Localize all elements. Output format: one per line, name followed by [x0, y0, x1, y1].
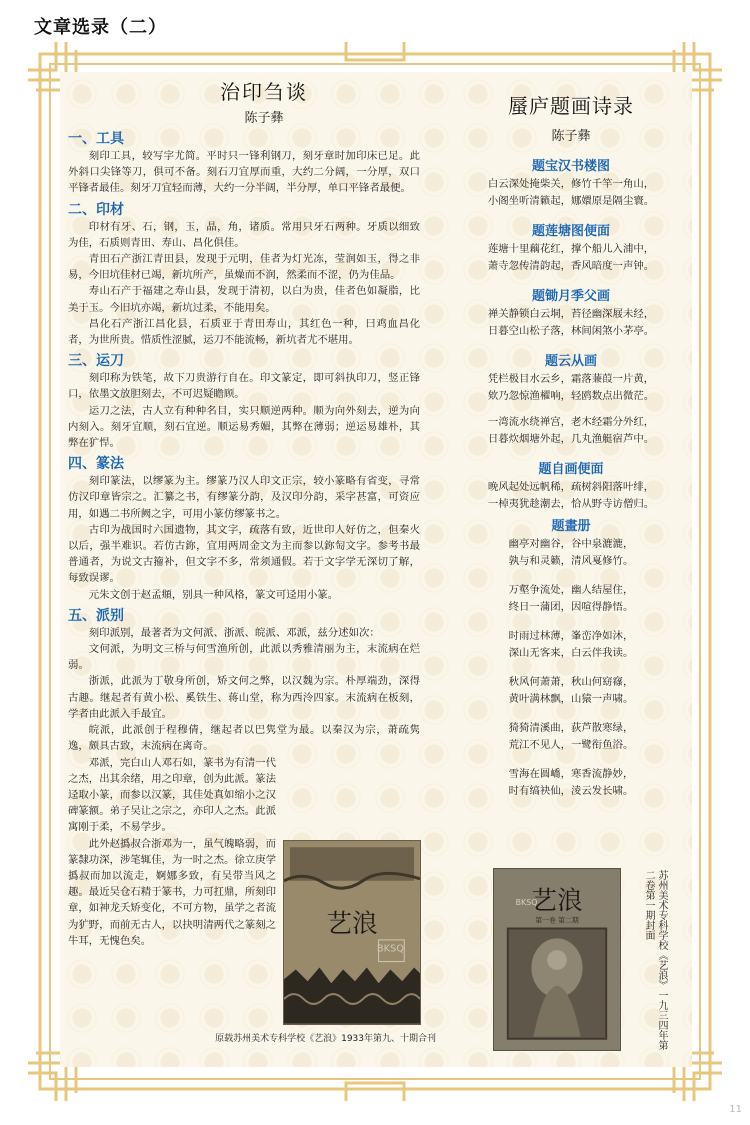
- cover-title-text: 艺浪: [326, 909, 378, 940]
- poem-line: 荒江不见人，一鹭衔鱼浴。: [508, 738, 634, 751]
- article-author: 陈子彝: [244, 111, 284, 126]
- poem-title: 题自画便面: [538, 462, 604, 477]
- paragraph: 刻印工具，较写字尤简。平时只一锋利钢刀，刻牙章时加印床已足。此外斜口尖锋等刀，俱可不备。刻石刀宜厚而重，大约二分阔，一分厚，双口平锋者最佳。刻牙刀宜轻而薄，大约一分半阔，半分厚，单口平锋者最便。: [68, 150, 420, 195]
- paragraph: 印材有牙、石，钢，玉，晶，角，诸质。常用只牙石两种。牙质以细致为佳，石质则青田、寿山、昌化俱佳。: [68, 220, 420, 249]
- paragraph: 皖派，此派创于程穆倩，继起者以巴隽堂为最。以秦汉为宗，萧疏隽逸，颇具古致，末流病在离奇。: [68, 724, 420, 753]
- poem-line: 时雨过林薄，峯峦净如沐，: [508, 630, 634, 642]
- image-caption-vertical: 苏州美术专科学校《艺浪》一九三四年第二卷第一期封面: [643, 870, 667, 1050]
- paragraph: 寿山石产于福建之寿山县，发现于清初，以白为贵，佳者色如凝脂，比美于玉。今旧坑亦竭，新坑过柔，不能用矣。: [68, 285, 420, 314]
- poem-title: 题云从画: [544, 354, 597, 369]
- poem-line: 一棹夷犹趁潮去，恰从野寺访僧归。: [487, 497, 655, 510]
- poem-line: 凭栏极目水云乡，霜落蒹葭一片黄，: [487, 373, 655, 385]
- paragraph: 刻印称为铁笔，故下刀贵游行自在。印文篆定，即可斜执印刀，竖正锋口，依墨文放胆刻去，不可迟疑瞻顾。: [68, 372, 420, 401]
- poem-title: 题畫册: [551, 519, 591, 534]
- section-heading-seal-script: 四、篆法: [68, 456, 124, 473]
- poem-line: 白云深处掩柴关，修竹千竿一角山，: [487, 178, 655, 190]
- poem-line: 万壑争流处，幽人结屋住，: [508, 584, 634, 596]
- poem-line: 孰与和灵籁，清风戛修竹。: [508, 554, 634, 567]
- poem-title: 题莲塘图便面: [531, 224, 610, 239]
- cover-issue-text: 第一卷 第二期: [535, 916, 579, 925]
- cover-badge-text: BKSQ: [376, 943, 405, 955]
- poem-line: 终日一蒲团，因喧得静悟。: [508, 600, 634, 613]
- poem-line: 晚风起处远帆稀，疏树斜阳落叶绯，: [487, 481, 655, 493]
- poem-title: 题锄月季父画: [531, 289, 610, 304]
- paragraph: 刻印篆法，以缪篆为主。缪篆乃汉人印文正宗，较小篆略有省变，寻常仿汉印章皆宗之。汇纂之书，有缪篆分韵，及汉印分韵，采字甚富，可资应用，如遇二书所阙之字，可用小篆仿缪篆书之。: [68, 475, 420, 520]
- poem-line: 莲塘十里藕花红，撑个船儿入浦中，: [487, 243, 655, 255]
- article-column: [68, 76, 420, 949]
- poem-line: 禅关静锁白云垌，苔径幽深屐未经，: [487, 308, 655, 320]
- section-heading-materials: 二、印材: [68, 201, 124, 218]
- paragraph: 古印为战国时六国遗物，其文字，疏落有致，近世印人好仿之，但秦火以后，强半难识。若仿古鉨，宜用两周金文为主而参以鉨匋文字。参考书最普通者，为说文古籀补，但文字不多，常须通假。若于文字学无深切了解，每致误谬。: [68, 523, 420, 585]
- image-caption: 原载苏州美术专科学校《艺浪》1933年第九、十期合刊: [215, 1034, 436, 1044]
- poem-line: 日暮空山松子落，林间闲煞小茅亭。: [487, 324, 655, 337]
- paragraph: 刻印派别，最著者为文何派、浙派、皖派、邓派，兹分述如次：: [88, 626, 380, 639]
- cover-title-text: 艺浪: [531, 885, 583, 916]
- section-heading-knife: 三、运刀: [68, 353, 124, 370]
- poems-author: 陈子彝: [551, 129, 591, 144]
- paragraph: 青田石产浙江青田县，发现于元明，佳者为灯光冻，莹润如玉，得之非易，今旧坑佳材已竭，新坑所产，虽燥而不润，然柔而不涩，仍为佳品。: [68, 253, 420, 282]
- poem-line: 时有缟袂仙，淩云发长啸。: [508, 784, 634, 797]
- page-number: 11: [729, 1104, 742, 1115]
- paragraph: 运刀之法，古人立有种种名目，实只顺逆两种。顺为向外刻去，逆为向内刻入。刻牙宜顺，刻石宜逆。顺运易秀媚，其弊在薄弱；逆运易雄朴，其弊在犷悍。: [68, 404, 420, 450]
- poem-line: 黄叶满林飘，山猿一声啸。: [508, 692, 634, 705]
- poem-line: 日暮炊烟塘外起，几丸渔艇宿芦中。: [487, 432, 655, 445]
- poem-line: 萧寺忽传清韵起，香风暗度一声钟。: [487, 259, 655, 272]
- poem-line: 欸乃忽惊渔櫂响，轻鸥数点出微茫。: [487, 389, 655, 402]
- poem-title: 题宝汉书楼图: [531, 159, 610, 174]
- poem-line: 深山无客来，白云伴我读。: [508, 646, 634, 659]
- section-heading-schools: 五、派别: [68, 607, 124, 624]
- paragraph: 元朱文创于赵孟頫，别具一种风格，篆文可迳用小篆。: [88, 588, 339, 601]
- paragraph: 邓派，完白山人邓石如，篆书为有清一代之杰，出其余绪，用之印章，创为此派。篆法迳取小篆，而参以汉篆，其佳处真如缩小之汉碑篆额。弟子吴让之宗之，亦印人之杰。此派寓刚于柔，不易学步。: [68, 756, 276, 834]
- page-header-title: 文章选录（二）: [34, 17, 167, 38]
- paragraph: 此外赵撝叔合浙邓为一，虽气魄略弱，而篆隸功深，涉笔辄佳，为一时之杰。徐立庚学撝叔而加以流走，婀娜多致，有吴带当风之趣。最近吴仓石精于篆书，力可扛鼎，所刻印章，如神龙夭矫变化，不可方物，虽学之者流为犷野，而前无古人，以抉明清两代之篆刻之牛耳，无愧色矣。: [68, 837, 276, 947]
- poem-line: 秋风何萧萧，秋山何窈窱，: [508, 676, 634, 688]
- cover-badge-text: BKSQ: [515, 897, 538, 907]
- poem-line: 幽亭对幽谷，谷中泉漉漉，: [508, 538, 634, 550]
- poem-line: 猗猗清溪曲，荻芦散寒绿，: [508, 722, 634, 734]
- paragraph: 浙派，此派为丁敬身所创，矫文何之弊，以汉魏为宗。朴厚端劲，深得古趣。继起者有黄小松、奚铁生、蒋山堂，称为西泠四家。末流病在板刻，学者由此派入手最宜。: [68, 675, 420, 720]
- section-heading-tools: 一、工具: [68, 131, 124, 147]
- poem-line: 雪海在圆嶠，寒香流静妙，: [508, 768, 634, 780]
- paragraph: 昌化石产浙江昌化县，石质亚于青田寿山，其红色一种，曰鸡血昌化者，为世所贵。惜质性涩腻，运刀不能流畅，新坑者尤不堪用。: [68, 317, 420, 347]
- magazine-cover-image: [283, 840, 421, 1025]
- poem-line: 小阁坐听清籁起，娜嬛原是隔尘寰。: [487, 194, 655, 207]
- poems-column: [462, 90, 680, 799]
- paragraph: 文何派，为明文三桥与何雪渔所创，此派以秀雅清丽为主，末流病在烂弱。: [68, 643, 420, 672]
- article-title: 治印刍谈: [220, 80, 308, 104]
- magazine-cover-image-2: [493, 868, 621, 1051]
- poem-line: 一湾流水绕禅宫，老木经霜分外红，: [487, 416, 655, 428]
- poems-title: 蜃庐题画诗录: [508, 94, 634, 118]
